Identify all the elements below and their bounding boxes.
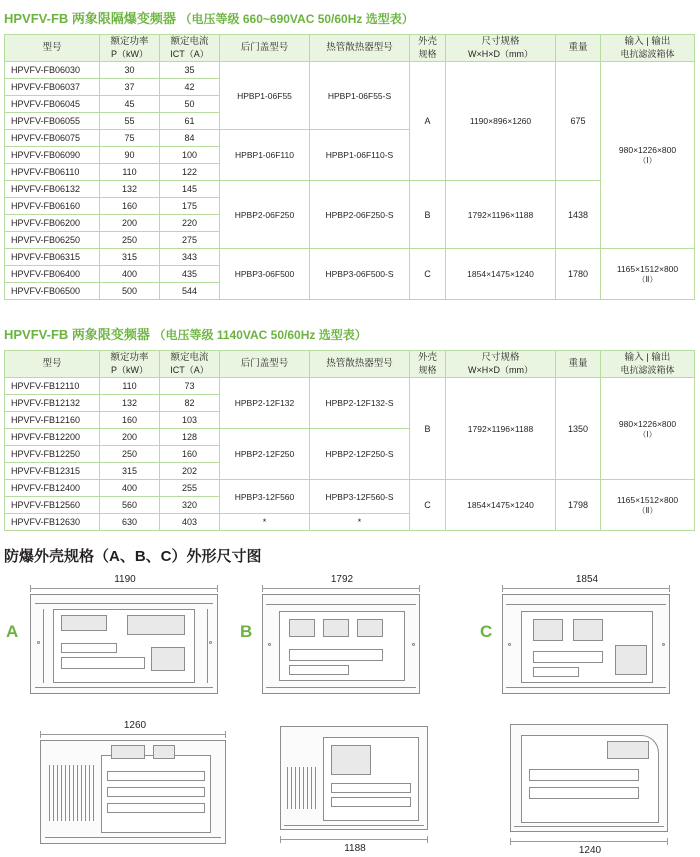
col-size-l2: W×H×D（mm） [468,365,533,375]
cell-radiator: HPBP1-06F110-S [310,130,410,181]
table-row [5,62,695,79]
col-power [100,351,160,378]
col-power-l2: P（kW） [111,365,148,375]
cell-model: HPVFV-FB06315 [5,249,100,266]
cell-shell: B [410,378,446,480]
table-row [5,181,695,198]
cell-current: 122 [160,164,220,181]
cell-shell: C [410,480,446,531]
table-header-row [5,35,695,62]
cell-back-cover: HPBP2-12F132 [220,378,310,429]
cell-current: 42 [160,79,220,96]
cell-current: 435 [160,266,220,283]
cell-current: 84 [160,130,220,147]
cell-current: 403 [160,514,220,531]
cell-model: HPVFV-FB06090 [5,147,100,164]
dim-c-width: 1854 [575,574,599,585]
section-1-subtitle: （电压等级 660~690VAC 50/60Hz 选型表） [179,12,414,26]
col-filter-l1: 输入 | 输出 [624,36,671,47]
section-title-1 [0,10,700,28]
cell-current: 275 [160,232,220,249]
cell-radiator: * [310,514,410,531]
cell-radiator: HPBP3-12F560-S [310,480,410,514]
table-header-row [5,351,695,378]
col-model: 型号 [5,35,100,62]
cell-model: HPVFV-FB06500 [5,283,100,300]
cell-current: 103 [160,412,220,429]
dim-c-depth: 1240 [578,845,602,856]
cell-model: HPVFV-FB12630 [5,514,100,531]
table-row [5,249,695,266]
cell-radiator: HPBP1-06F55-S [310,62,410,130]
cell-power: 110 [100,378,160,395]
col-shell-l1: 外壳 [417,352,437,363]
cell-model: HPVFV-FB06037 [5,79,100,96]
cell-model: HPVFV-FB06400 [5,266,100,283]
cell-power: 132 [100,395,160,412]
cell-power: 160 [100,412,160,429]
cell-model: HPVFV-FB06132 [5,181,100,198]
cell-shell: A [410,62,446,181]
cell-filter-text: 1165×1512×800 [616,264,679,274]
col-power-l1: 额定功率 [110,36,149,47]
cell-model: HPVFV-FB12250 [5,446,100,463]
cell-power: 30 [100,62,160,79]
cell-size: 1792×1196×1188 [446,378,556,480]
cell-current: 50 [160,96,220,113]
cell-model: HPVFV-FB06250 [5,232,100,249]
cell-weight: 1350 [556,378,601,480]
cell-power: 90 [100,147,160,164]
col-power-l2: P（kW） [111,49,148,59]
cell-size: 1854×1475×1240 [446,480,556,531]
col-model: 型号 [5,351,100,378]
col-back-cover: 后门盖型号 [220,351,310,378]
cell-radiator: HPBP2-06F250-S [310,181,410,249]
cell-back-cover: HPBP2-06F250 [220,181,310,249]
cell-model: HPVFV-FB06110 [5,164,100,181]
col-size-l2: W×H×D（mm） [468,49,533,59]
col-size [446,35,556,62]
drawing-c-side [510,724,670,856]
cell-model: HPVFV-FB12200 [5,429,100,446]
section-1-title: HPVFV-FB 两象限隔爆变频器 [4,11,176,26]
cell-filter-text: 1165×1512×800 [616,495,679,505]
col-filter [601,35,695,62]
cell-filter-note: （Ⅱ） [637,506,658,515]
cell-model: HPVFV-FB06030 [5,62,100,79]
cell-power: 45 [100,96,160,113]
cell-current: 202 [160,463,220,480]
cell-radiator: HPBP2-12F132-S [310,378,410,429]
cell-power: 37 [100,79,160,96]
col-shell [410,35,446,62]
col-power [100,35,160,62]
cell-radiator: HPBP3-06F500-S [310,249,410,300]
cell-power: 250 [100,446,160,463]
drawing-b-side [280,726,430,854]
cell-current: 175 [160,198,220,215]
col-weight: 重量 [556,351,601,378]
col-weight: 重量 [556,35,601,62]
cell-size: 1792×1196×1188 [446,181,556,249]
drawing-row-top [0,574,700,704]
section-2-title: HPVFV-FB 两象限变频器 [4,327,150,342]
dim-a-depth: 1260 [123,720,147,731]
col-size-l1: 尺寸规格 [481,352,520,363]
cell-power: 200 [100,429,160,446]
cell-model: HPVFV-FB06045 [5,96,100,113]
col-current-l1: 额定电流 [170,352,209,363]
cell-model: HPVFV-FB06075 [5,130,100,147]
cell-model: HPVFV-FB12110 [5,378,100,395]
section-2-subtitle: （电压等级 1140VAC 50/60Hz 选型表） [153,328,367,342]
col-filter-l1: 输入 | 输出 [624,352,671,363]
col-current-l1: 额定电流 [170,36,209,47]
cell-back-cover: HPBP3-06F500 [220,249,310,300]
cell-model: HPVFV-FB12160 [5,412,100,429]
cell-power: 250 [100,232,160,249]
col-power-l1: 额定功率 [110,352,149,363]
cell-power: 55 [100,113,160,130]
cell-current: 35 [160,62,220,79]
drawing-row-bottom [0,720,700,857]
cell-filter-text: 980×1226×800 [618,145,677,155]
cell-filter [601,378,695,480]
drawing-letter-a: A [6,622,19,641]
section-title-2 [0,326,700,344]
col-shell-l1: 外壳 [417,36,437,47]
col-filter [601,351,695,378]
col-shell-l2: 规格 [418,49,437,59]
cell-current: 61 [160,113,220,130]
cell-back-cover: HPBP1-06F110 [220,130,310,181]
cell-current: 544 [160,283,220,300]
cell-model: HPVFV-FB12560 [5,497,100,514]
cell-model: HPVFV-FB12132 [5,395,100,412]
cell-power: 560 [100,497,160,514]
cell-power: 75 [100,130,160,147]
col-shell-l2: 规格 [418,365,437,375]
cell-model: HPVFV-FB12400 [5,480,100,497]
cell-radiator: HPBP2-12F250-S [310,429,410,480]
spec-table-660v [4,34,695,300]
cell-size: 1190×896×1260 [446,62,556,181]
cell-filter-note: （Ⅰ） [638,429,657,439]
cell-weight: 1438 [556,181,601,249]
cell-power: 200 [100,215,160,232]
cell-weight: 1780 [556,249,601,300]
dim-b-depth: 1188 [344,843,366,854]
drawing-letter-b: B [240,622,253,641]
cell-current: 73 [160,378,220,395]
cell-power: 315 [100,249,160,266]
col-back-cover: 后门盖型号 [220,35,310,62]
drawing-a-front [6,574,220,694]
dimensions-heading: 防爆外壳规格（A、B、C）外形尺寸图 [4,548,262,565]
cell-shell: C [410,249,446,300]
cell-filter-text: 980×1226×800 [618,418,677,429]
spec-table-1140v [4,350,695,531]
drawing-c-front [480,574,672,694]
cell-back-cover: * [220,514,310,531]
drawing-a-side [40,720,230,844]
cell-power: 500 [100,283,160,300]
col-radiator: 热管散热器型号 [310,351,410,378]
col-filter-l2: 电抗滤波箱体 [620,365,675,375]
cell-power: 630 [100,514,160,531]
cell-power: 400 [100,480,160,497]
cell-shell: B [410,181,446,249]
cell-weight: 1798 [556,480,601,531]
table-row [5,378,695,395]
cell-model: HPVFV-FB06160 [5,198,100,215]
cell-filter-note: （Ⅰ） [638,156,657,165]
cell-current: 128 [160,429,220,446]
drawing-b-front [240,574,422,694]
cell-power: 132 [100,181,160,198]
cell-model: HPVFV-FB12315 [5,463,100,480]
cell-power: 315 [100,463,160,480]
cell-current: 145 [160,181,220,198]
col-size-l1: 尺寸规格 [481,36,520,47]
cell-current: 82 [160,395,220,412]
drawing-letter-c: C [480,622,493,641]
cell-current: 343 [160,249,220,266]
col-size [446,351,556,378]
cell-power: 160 [100,198,160,215]
cell-current: 160 [160,446,220,463]
cell-current: 255 [160,480,220,497]
cell-filter [601,480,695,531]
cell-back-cover: HPBP3-12F560 [220,480,310,514]
cell-filter-note: （Ⅱ） [637,275,658,284]
cell-current: 320 [160,497,220,514]
table-row [5,480,695,497]
col-current-l2: ICT（A） [170,49,209,59]
cell-current: 100 [160,147,220,164]
cell-power: 110 [100,164,160,181]
cell-model: HPVFV-FB06055 [5,113,100,130]
col-shell [410,351,446,378]
dim-a-width: 1190 [114,574,136,585]
col-current [160,35,220,62]
col-filter-l2: 电抗滤波箱体 [620,49,675,59]
cell-power: 400 [100,266,160,283]
cell-current: 220 [160,215,220,232]
cell-weight: 675 [556,62,601,181]
cell-model: HPVFV-FB06200 [5,215,100,232]
col-radiator: 热管散热器型号 [310,35,410,62]
cell-size: 1854×1475×1240 [446,249,556,300]
cell-back-cover: HPBP1-06F55 [220,62,310,130]
col-current [160,351,220,378]
dim-b-width: 1792 [330,574,354,585]
cell-filter [601,62,695,249]
cell-filter [601,249,695,300]
col-current-l2: ICT（A） [170,365,209,375]
cell-back-cover: HPBP2-12F250 [220,429,310,480]
